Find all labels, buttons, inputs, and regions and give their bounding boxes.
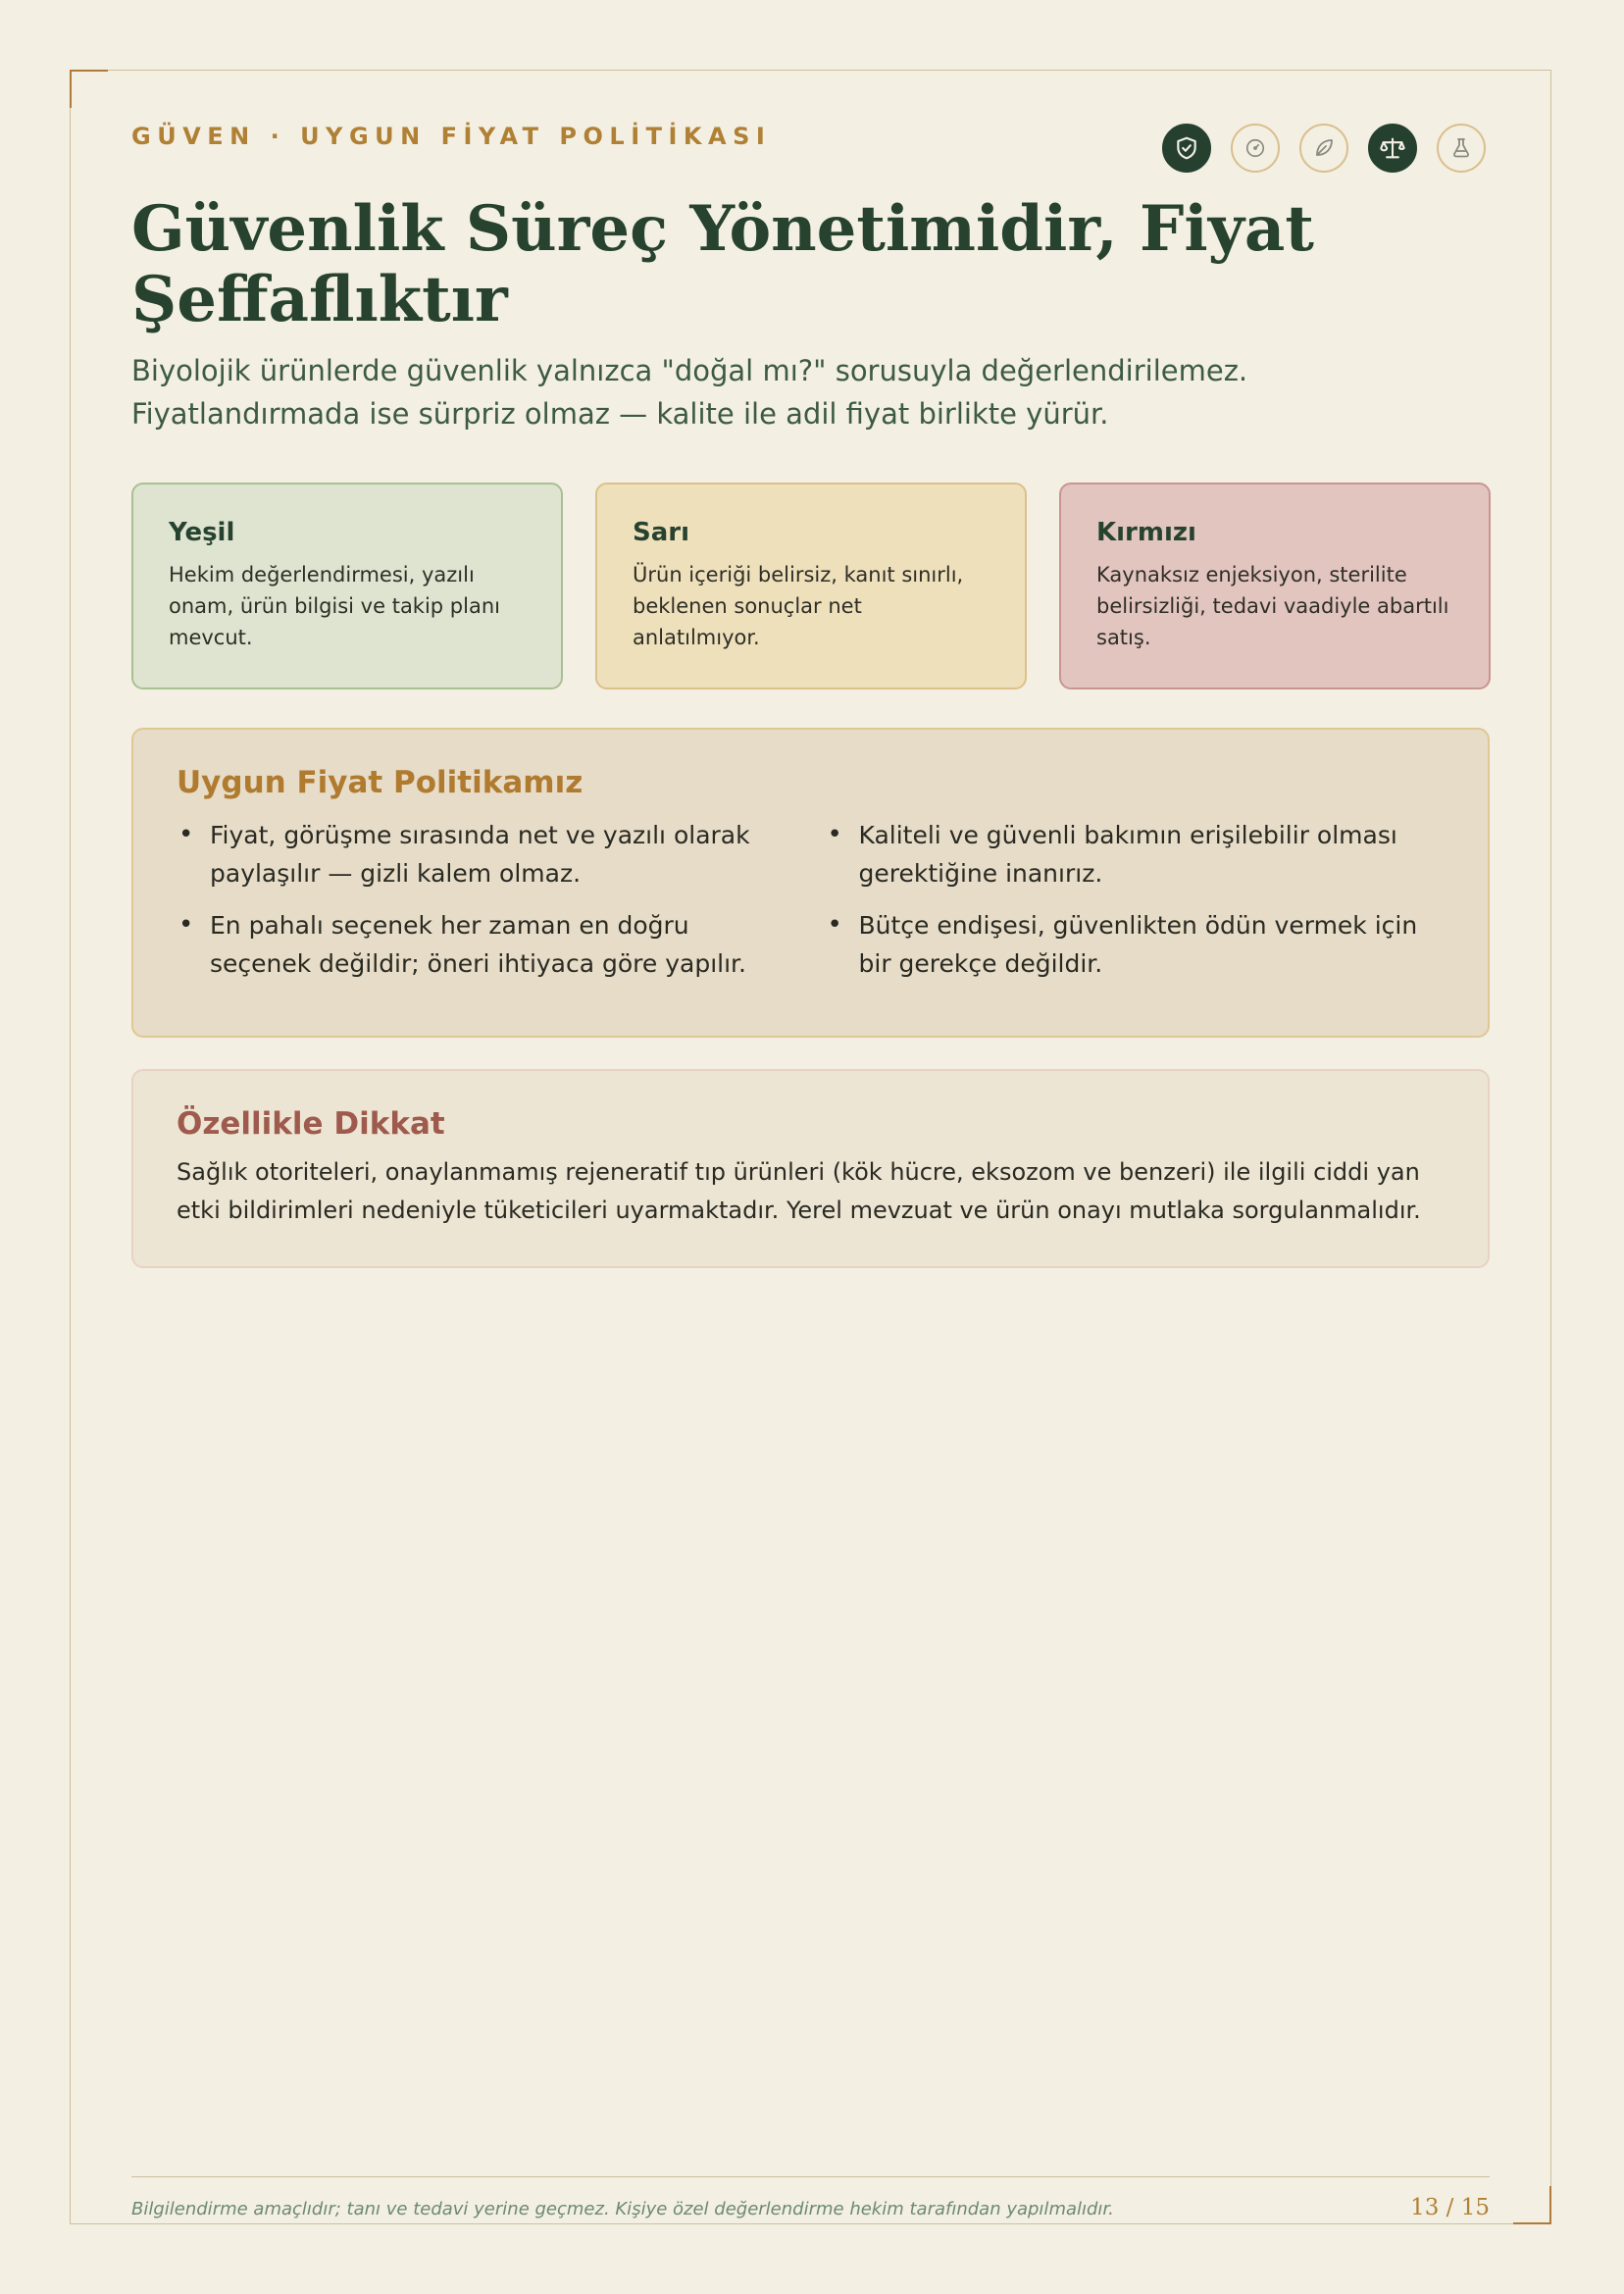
caution-body: Sağlık otoriteleri, onaylanmamış rejeneratif tıp ürünleri (kök hücre, eksozom ve benzeri) ile ilgili ciddi yan etki bildirimleri nedeniyle tüketicileri uyarmaktadır. Yerel mevzuat ve ürün onayı mutlaka sorgulanmalıdır. [177,1158,1421,1224]
card-body: Kaynaksız enjeksiyon, sterilite belirsizliği, tedavi vaadiyle abartılı satış. [1096,563,1449,649]
shield-check-icon[interactable] [1162,124,1211,173]
policy-list-left [177,816,796,996]
card-red [1059,483,1491,689]
list-item: • Bütçe endişesi, güvenlikten ödün vermek için bir gerekçe değildir. [826,906,1446,983]
list-item: • Kaliteli ve güvenli bakımın erişilebilir olması gerektiğine inanırız. [826,816,1446,892]
section-eyebrow: GÜVEN · UYGUN FİYAT POLİTİKASI [131,123,772,150]
card-yellow [595,483,1027,689]
card-title: Yeşil [169,518,235,547]
flask-icon[interactable] [1437,124,1486,173]
page-subtitle: Biyolojik ürünlerde güvenlik yalnızca "doğal mı?" sorusuyla değerlendirilemez. Fiyatlandırmada ise sürpriz olmaz — kalite ile adil fiyat birlikte yürür. [131,354,1248,431]
pricing-policy-panel [131,728,1490,1038]
card-body: Hekim değerlendirmesi, yazılı onam, ürün bilgisi ve takip planı mevcut. [169,563,500,649]
footer-disclaimer: Bilgilendirme amaçlıdır; tanı ve tedavi yerine geçmez. Kişiye özel değerlendirme hekim tarafından yapılmalıdır. [131,2199,1114,2219]
list-item: • Fiyat, görüşme sırasında net ve yazılı olarak paylaşılır — gizli kalem olmaz. [177,816,796,892]
card-body: Ürün içeriği belirsiz, kanıt sınırlı, beklenen sonuçlar net anlatılmıyor. [633,563,964,649]
icon-row [1162,124,1486,173]
traffic-light-cards [131,483,1491,689]
corner-ornament-top-left [70,70,108,108]
leaf-icon[interactable] [1299,124,1348,173]
corner-ornament-bottom-right [1513,2186,1551,2224]
scale-icon[interactable] [1368,124,1417,173]
card-title: Sarı [633,518,690,547]
caution-title: Özellikle Dikkat [177,1106,445,1142]
footer-divider [131,2176,1490,2177]
list-item: • En pahalı seçenek her zaman en doğru seçenek değildir; öneri ihtiyaca göre yapılır. [177,906,796,983]
policy-columns [177,816,1445,996]
page-number: 13 / 15 [1410,2195,1490,2220]
policy-title: Uygun Fiyat Politikamız [177,765,584,800]
card-title: Kırmızı [1096,518,1196,547]
caution-panel [131,1069,1490,1268]
page-title: Güvenlik Süreç Yönetimidir, Fiyat Şeffaflıktır [131,192,1314,336]
card-green [131,483,563,689]
policy-list-right [826,816,1446,996]
gauge-icon[interactable] [1231,124,1280,173]
